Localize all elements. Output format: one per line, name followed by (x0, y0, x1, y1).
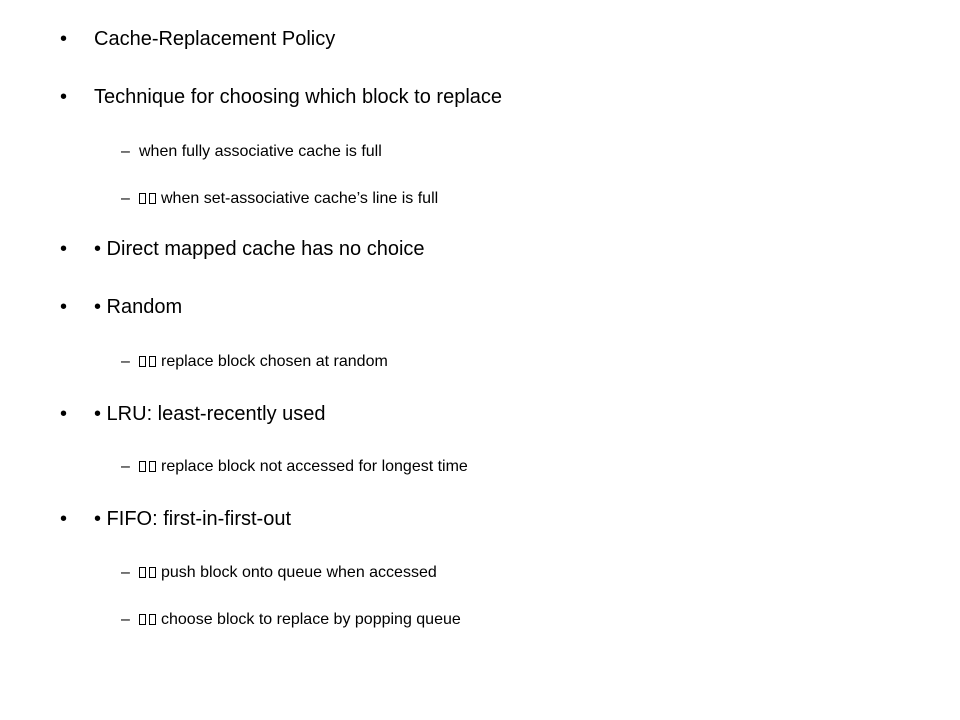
sub-bullet-text: when fully associative cache is full (139, 143, 382, 160)
bullet-marker: • (60, 86, 68, 108)
sub-bullet-text: when set-associative cache’s line is full (161, 190, 439, 207)
bullet-text: • LRU: least-recently used (94, 403, 326, 425)
sub-bullet-content (139, 564, 437, 582)
dash-marker: – (121, 353, 130, 370)
sub-bullet-content (139, 611, 461, 629)
sub-bullet-text: push block onto queue when accessed (161, 564, 437, 581)
sub-bullet-text: replace block not accessed for longest time (161, 458, 468, 475)
sub-bullet-content (139, 353, 388, 371)
sub-bullet-text: choose block to replace by popping queue (161, 611, 461, 628)
bullet-marker: • (60, 28, 68, 50)
dash-marker: – (121, 143, 130, 160)
sub-bullet-text: replace block chosen at random (161, 353, 388, 370)
dash-marker: – (121, 190, 130, 207)
bullet-text: Cache-Replacement Policy (94, 28, 336, 50)
bullet-marker: • (60, 403, 68, 425)
bullet-text: Technique for choosing which block to replace (94, 86, 503, 108)
missing-glyph-icon (139, 190, 159, 207)
missing-glyph-icon (139, 458, 159, 475)
missing-glyph-icon (139, 611, 159, 628)
sub-bullet-content (139, 190, 438, 208)
dash-marker: – (121, 458, 130, 475)
dash-marker: – (121, 611, 130, 628)
bullet-text: • Random (94, 296, 183, 318)
bullet-marker: • (60, 238, 68, 260)
missing-glyph-icon (139, 353, 159, 370)
sub-bullet-content (139, 458, 468, 476)
bullet-text: • FIFO: first-in-first-out (94, 508, 292, 530)
dash-marker: – (121, 564, 130, 581)
missing-glyph-icon (139, 564, 159, 581)
bullet-text: • Direct mapped cache has no choice (94, 238, 425, 260)
bullet-marker: • (60, 296, 68, 318)
bullet-marker: • (60, 508, 68, 530)
